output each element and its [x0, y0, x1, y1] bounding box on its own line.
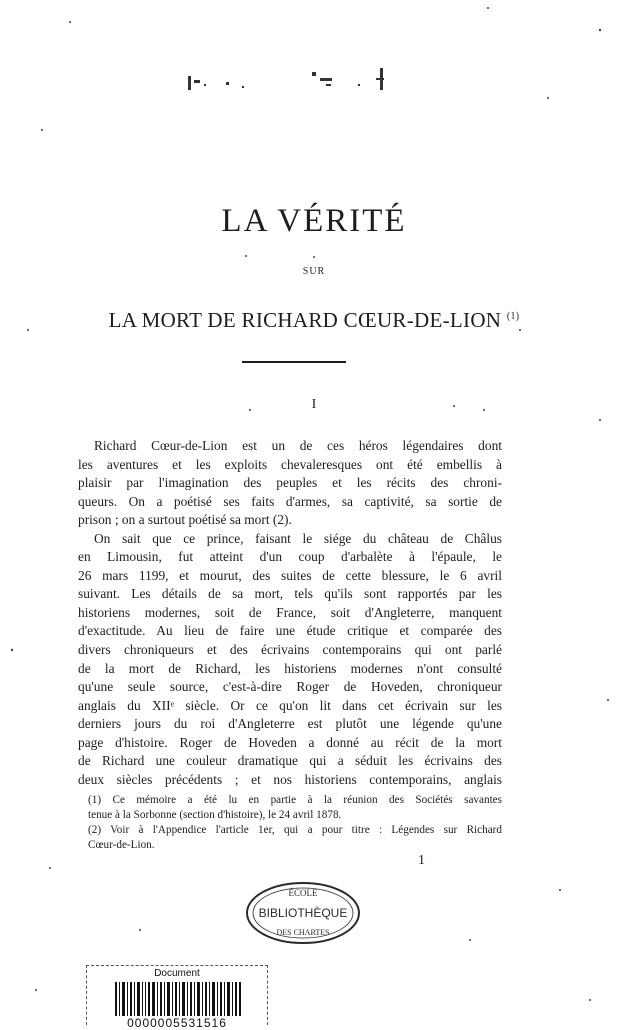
text-line: page d'histoire. Roger de Hoveden a donné au récit de la mort — [78, 734, 502, 750]
footnote-line: tenue à la Sorbonne (section d'histoire), le 24 avril 1878. — [88, 809, 342, 821]
footnotes — [88, 793, 502, 853]
text-line: suivant. Les détails de sa mort, tels qu'ils sont rapportés par les — [78, 586, 502, 602]
library-stamp — [244, 880, 362, 946]
page-number: 1 — [418, 853, 425, 868]
ink-smudge-marks — [180, 64, 400, 98]
text-line: qu'une seule source, c'est-à-dire Roger de Hoveden, chroniqueur — [78, 679, 502, 695]
footnote-line: (1) Ce mémoire a été lu en partie à la réunion des Sociétés savantes — [88, 794, 502, 806]
stamp-middle-text: BIBLIOTHÈQUE — [258, 906, 348, 920]
text-line: d'exactitude. Au lieu de faire une étude critique et comparée des — [78, 623, 502, 639]
subtitle-footnote-ref: (1) — [506, 311, 520, 322]
stamp-bottom-text: DES CHARTES — [276, 928, 330, 937]
text-line: de Richard une couleur dramatique qui a séduit les écrivains des — [78, 753, 502, 769]
stamp-top-text: ÉCOLE — [288, 888, 318, 898]
text-line: deux siècles précédents ; et nos historiens contemporains, anglais — [78, 771, 502, 787]
title-rule — [242, 361, 346, 363]
text-line: Richard Cœur-de-Lion est un de ces héros légendaires dont — [94, 438, 502, 453]
barcode-label-box — [86, 965, 268, 1030]
subtitle-text: LA MORT DE RICHARD CŒUR-DE-LION — [108, 308, 502, 332]
body-text — [78, 437, 502, 789]
page-title: LA VÉRITÉ — [221, 203, 407, 239]
text-line: de la mort de Richard, les historiens modernes n'ont consulté — [78, 660, 502, 676]
text-line: derniers jours du roi d'Angleterre est plutôt une légende qu'une — [78, 716, 502, 732]
footnote-line: (2) Voir à l'Appendice l'article 1er, qui a pour titre : Légendes sur Richard — [88, 824, 502, 836]
title-connector: SUR — [302, 266, 326, 277]
text-line: divers chroniqueurs et des écrivains contemporains qui ont parlé — [78, 642, 502, 658]
page-subtitle — [0, 308, 628, 333]
text-line: anglais du XIIᵉ siècle. Or ce qu'on lit dans cet écrivain sur les — [78, 697, 502, 713]
text-line: plaisir par l'imagination des peuples et les récits des chroni- — [78, 475, 502, 491]
barcode-icon — [115, 982, 241, 1016]
text-line: historiens modernes, soit de France, soit d'Angleterre, manquent — [78, 604, 502, 620]
text-line: queurs. On a poétisé ses faits d'armes, sa captivité, sa sortie de — [78, 493, 502, 509]
text-line: prison ; on a surtout poétisé sa mort (2). — [78, 512, 292, 528]
footnote-line: Cœur-de-Lion. — [88, 839, 155, 851]
text-line: On sait que ce prince, faisant le siége du château de Châlus — [94, 530, 502, 546]
text-line: les aventures et les exploits chevaleresques ont été embellis à — [78, 456, 502, 472]
text-line: en Limousin, fut atteint d'un coup d'arbalète à l'épaule, le — [78, 549, 502, 565]
barcode-number: 0000005531516 — [127, 1016, 227, 1030]
barcode-label: Document — [154, 968, 200, 979]
section-number: I — [311, 397, 317, 412]
text-line: 26 mars 1199, et mourut, des suites de cette blessure, le 6 avril — [78, 567, 502, 583]
